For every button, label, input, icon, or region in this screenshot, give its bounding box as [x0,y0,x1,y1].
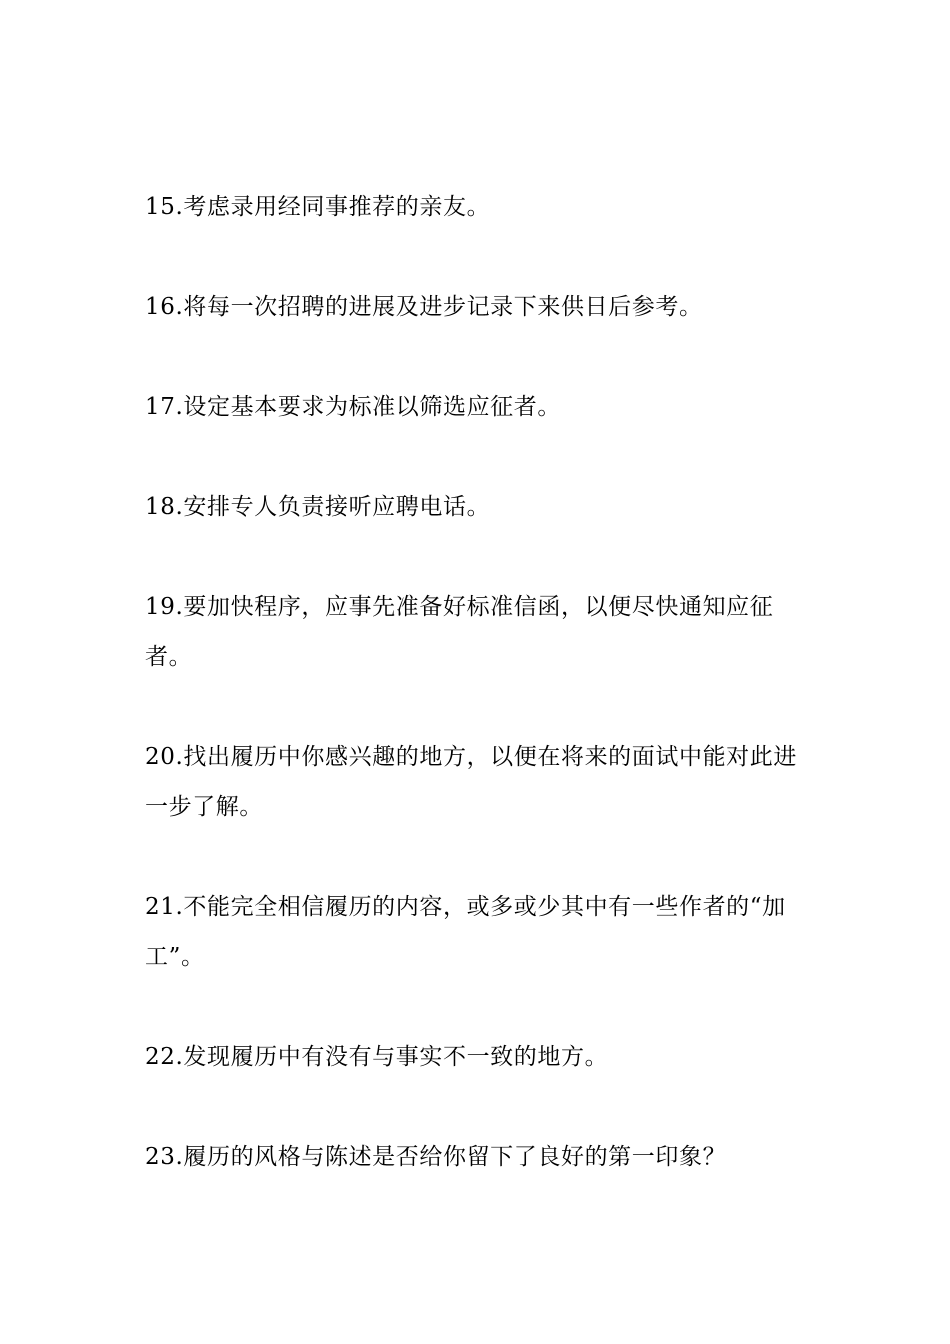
list-item-15: 15.考虑录用经同事推荐的亲友。 [145,194,491,220]
list-item-16: 16.将每一次招聘的进展及进步记录下来供日后参考。 [145,294,703,320]
list-item-20: 20.找出履历中你感兴趣的地方，以便在将来的面试中能对此进一步了解。 [145,744,797,820]
list-item-18: 18.安排专人负责接听应聘电话。 [145,494,491,520]
list-item-23: 23.履历的风格与陈述是否给你留下了良好的第一印象？ [145,1144,727,1170]
list-item-19: 19.要加快程序，应事先准备好标准信函，以便尽快通知应征者。 [145,594,774,670]
document-body [145,182,811,1232]
list-item-21: 21.不能完全相信履历的内容，或多或少其中有一些作者的“加工”。 [145,894,786,970]
list-item-17: 17.设定基本要求为标准以筛选应征者。 [145,394,561,420]
list-item-22: 22.发现履历中有没有与事实不一致的地方。 [145,1044,609,1070]
